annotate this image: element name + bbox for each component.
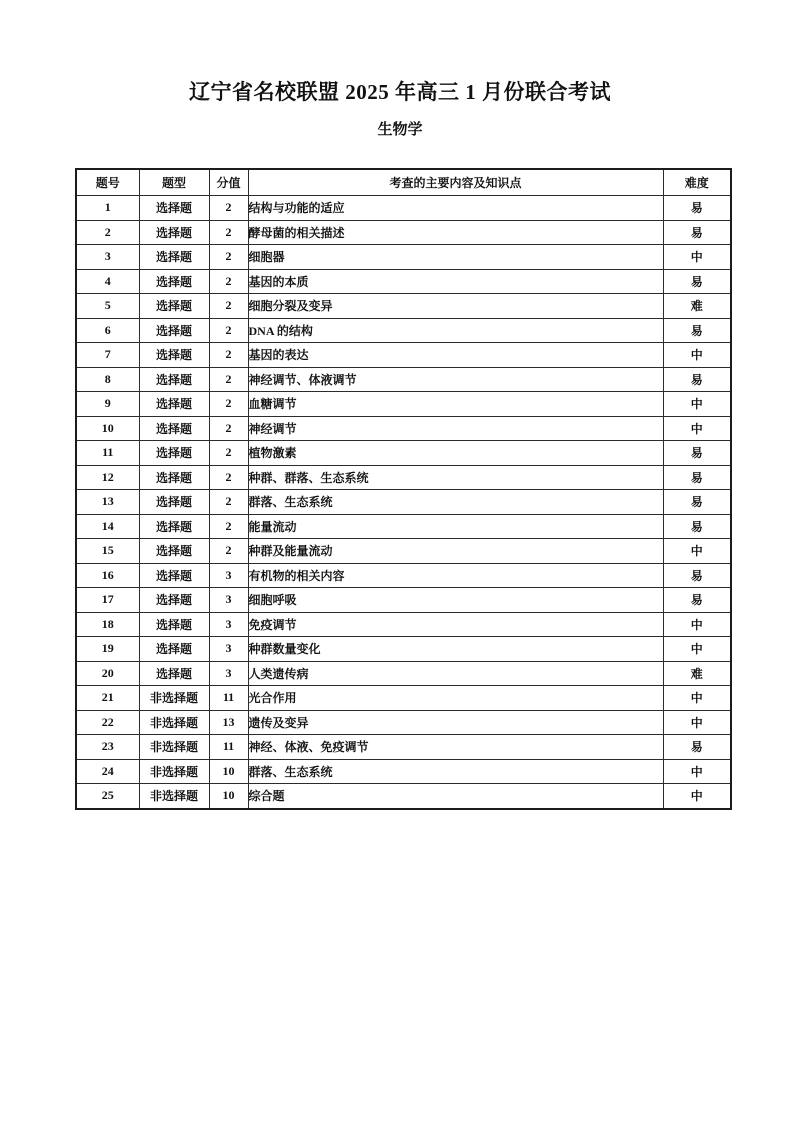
question-number-cell: 12 [76,465,139,490]
table-row [76,637,731,662]
question-number-cell: 6 [76,318,139,343]
question-number-cell: 24 [76,759,139,784]
difficulty-cell: 中 [663,784,731,809]
column-header-question-number: 题号 [76,169,139,196]
table-row [76,196,731,221]
content-cell: 基因的本质 [248,269,663,294]
difficulty-cell: 易 [663,441,731,466]
question-type-cell: 选择题 [139,416,209,441]
content-cell: 能量流动 [248,514,663,539]
content-cell: 有机物的相关内容 [248,563,663,588]
difficulty-cell: 易 [663,563,731,588]
score-cell: 2 [209,416,248,441]
table-row [76,490,731,515]
score-cell: 11 [209,686,248,711]
question-type-cell: 选择题 [139,269,209,294]
question-type-cell: 非选择题 [139,686,209,711]
score-cell: 2 [209,269,248,294]
content-cell: 群落、生态系统 [248,759,663,784]
table-row [76,588,731,613]
content-cell: 群落、生态系统 [248,490,663,515]
score-cell: 2 [209,318,248,343]
column-header-question-type: 题型 [139,169,209,196]
question-number-cell: 21 [76,686,139,711]
difficulty-cell: 易 [663,318,731,343]
question-number-cell: 20 [76,661,139,686]
score-cell: 2 [209,539,248,564]
content-cell: 种群数量变化 [248,637,663,662]
question-type-cell: 选择题 [139,441,209,466]
table-row [76,367,731,392]
question-type-cell: 选择题 [139,245,209,270]
table-row [76,563,731,588]
table-row [76,710,731,735]
exam-table [75,168,732,810]
column-header-score: 分值 [209,169,248,196]
question-type-cell: 选择题 [139,661,209,686]
question-type-cell: 选择题 [139,294,209,319]
question-type-cell: 选择题 [139,588,209,613]
content-cell: 基因的表达 [248,343,663,368]
content-cell: 细胞器 [248,245,663,270]
column-header-content: 考查的主要内容及知识点 [248,169,663,196]
difficulty-cell: 易 [663,588,731,613]
content-cell: 结构与功能的适应 [248,196,663,221]
question-number-cell: 5 [76,294,139,319]
score-cell: 3 [209,588,248,613]
score-cell: 2 [209,514,248,539]
score-cell: 10 [209,784,248,809]
question-number-cell: 9 [76,392,139,417]
score-cell: 10 [209,759,248,784]
question-number-cell: 25 [76,784,139,809]
page-title: 辽宁省名校联盟 2025 年高三 1 月份联合考试 [189,80,611,104]
difficulty-cell: 中 [663,392,731,417]
score-cell: 2 [209,294,248,319]
question-number-cell: 23 [76,735,139,760]
question-type-cell: 选择题 [139,343,209,368]
score-cell: 2 [209,465,248,490]
score-cell: 2 [209,245,248,270]
table-row [76,392,731,417]
difficulty-cell: 难 [663,294,731,319]
question-type-cell: 非选择题 [139,759,209,784]
question-number-cell: 3 [76,245,139,270]
difficulty-cell: 易 [663,735,731,760]
question-type-cell: 非选择题 [139,735,209,760]
difficulty-cell: 中 [663,245,731,270]
table-row [76,465,731,490]
content-cell: 植物激素 [248,441,663,466]
difficulty-cell: 易 [663,514,731,539]
page-subtitle: 生物学 [377,122,423,139]
score-cell: 3 [209,563,248,588]
score-cell: 2 [209,490,248,515]
question-type-cell: 选择题 [139,514,209,539]
difficulty-cell: 易 [663,367,731,392]
question-type-cell: 选择题 [139,367,209,392]
difficulty-cell: 易 [663,465,731,490]
question-number-cell: 10 [76,416,139,441]
content-cell: 酵母菌的相关描述 [248,220,663,245]
question-type-cell: 选择题 [139,539,209,564]
question-number-cell: 4 [76,269,139,294]
question-number-cell: 16 [76,563,139,588]
question-number-cell: 11 [76,441,139,466]
content-cell: 综合题 [248,784,663,809]
question-number-cell: 8 [76,367,139,392]
column-header-difficulty: 难度 [663,169,731,196]
question-type-cell: 选择题 [139,196,209,221]
table-row [76,539,731,564]
question-number-cell: 15 [76,539,139,564]
question-type-cell: 非选择题 [139,784,209,809]
content-cell: 神经调节、体液调节 [248,367,663,392]
question-number-cell: 13 [76,490,139,515]
difficulty-cell: 中 [663,637,731,662]
table-row [76,416,731,441]
difficulty-cell: 中 [663,710,731,735]
question-type-cell: 选择题 [139,563,209,588]
table-row [76,269,731,294]
table-row [76,686,731,711]
score-cell: 2 [209,367,248,392]
table-row [76,245,731,270]
question-number-cell: 14 [76,514,139,539]
difficulty-cell: 中 [663,539,731,564]
score-cell: 3 [209,637,248,662]
difficulty-cell: 易 [663,220,731,245]
difficulty-cell: 中 [663,416,731,441]
table-row [76,735,731,760]
table-row [76,514,731,539]
difficulty-cell: 易 [663,490,731,515]
question-type-cell: 选择题 [139,220,209,245]
table-row [76,343,731,368]
difficulty-cell: 易 [663,269,731,294]
table-row [76,220,731,245]
question-number-cell: 22 [76,710,139,735]
question-number-cell: 7 [76,343,139,368]
content-cell: 人类遗传病 [248,661,663,686]
table-row [76,441,731,466]
content-cell: 神经、体液、免疫调节 [248,735,663,760]
question-type-cell: 选择题 [139,392,209,417]
content-cell: 细胞分裂及变异 [248,294,663,319]
content-cell: 细胞呼吸 [248,588,663,613]
question-number-cell: 19 [76,637,139,662]
question-number-cell: 17 [76,588,139,613]
score-cell: 2 [209,220,248,245]
content-cell: 神经调节 [248,416,663,441]
question-type-cell: 非选择题 [139,710,209,735]
question-number-cell: 18 [76,612,139,637]
content-cell: 光合作用 [248,686,663,711]
content-cell: 种群及能量流动 [248,539,663,564]
score-cell: 2 [209,343,248,368]
difficulty-cell: 中 [663,759,731,784]
table-row [76,294,731,319]
table-row [76,318,731,343]
difficulty-cell: 中 [663,612,731,637]
table-row [76,759,731,784]
content-cell: 种群、群落、生态系统 [248,465,663,490]
question-type-cell: 选择题 [139,318,209,343]
table-row [76,784,731,809]
question-number-cell: 2 [76,220,139,245]
score-cell: 3 [209,612,248,637]
question-number-cell: 1 [76,196,139,221]
difficulty-cell: 难 [663,661,731,686]
content-cell: 免疫调节 [248,612,663,637]
score-cell: 2 [209,441,248,466]
difficulty-cell: 中 [663,686,731,711]
table-row [76,661,731,686]
question-type-cell: 选择题 [139,637,209,662]
content-cell: 血糖调节 [248,392,663,417]
difficulty-cell: 易 [663,196,731,221]
score-cell: 2 [209,392,248,417]
difficulty-cell: 中 [663,343,731,368]
content-cell: 遗传及变异 [248,710,663,735]
score-cell: 2 [209,196,248,221]
exam-table-body [76,196,731,809]
question-type-cell: 选择题 [139,612,209,637]
score-cell: 13 [209,710,248,735]
question-type-cell: 选择题 [139,465,209,490]
table-row [76,612,731,637]
content-cell: DNA 的结构 [248,318,663,343]
question-type-cell: 选择题 [139,490,209,515]
score-cell: 11 [209,735,248,760]
score-cell: 3 [209,661,248,686]
header-row [76,169,731,196]
